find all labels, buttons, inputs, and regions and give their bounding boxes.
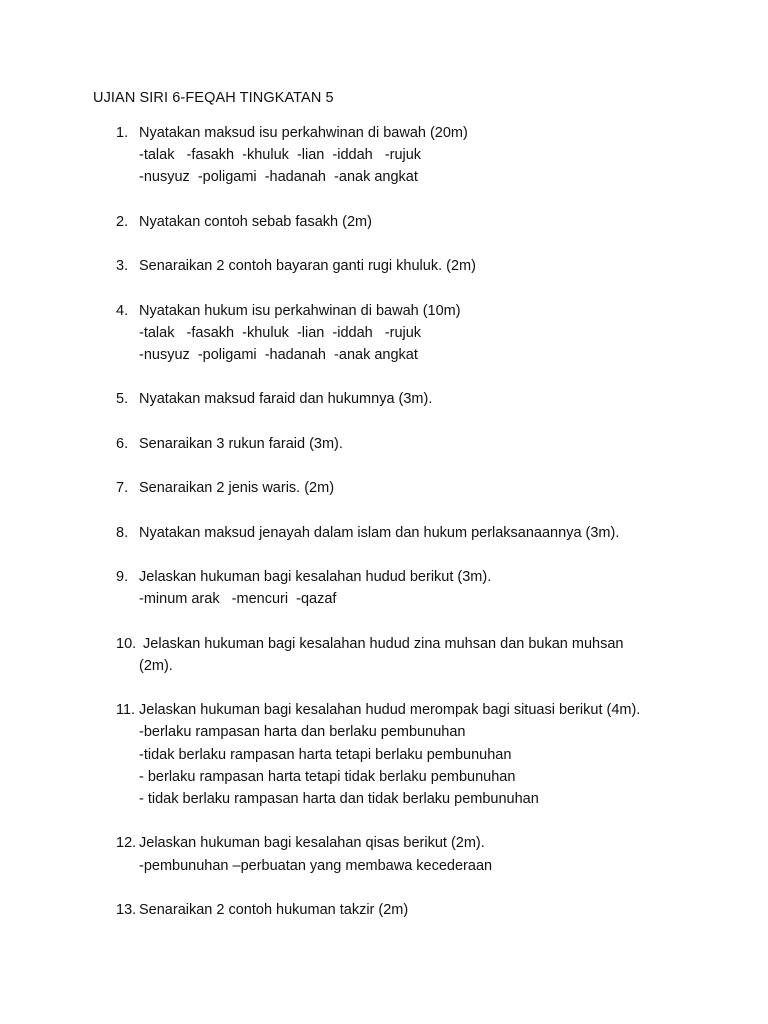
question-item: [0, 477, 768, 499]
question-text: Jelaskan hukuman bagi kesalahan hudud berikut (3m).: [139, 568, 492, 585]
question-item: [0, 899, 768, 921]
question-subline: -nusyuz -poligami -hadanah -anak angkat: [139, 346, 418, 363]
question-item: [0, 255, 768, 277]
question-item: [0, 300, 768, 367]
question-body: [139, 522, 699, 544]
question-number: 9.: [116, 568, 129, 585]
question-number: 4.: [116, 302, 129, 319]
question-body: [139, 211, 699, 233]
question-body: [139, 899, 699, 921]
question-body: [139, 566, 699, 610]
question-text: Jelaskan hukuman bagi kesalahan qisas berikut (2m).: [139, 835, 485, 852]
question-item: [0, 566, 768, 610]
question-body: [139, 699, 699, 810]
question-number: 1.: [116, 125, 129, 141]
question-number: 8.: [116, 524, 129, 541]
question-text: Senaraikan 3 rukun faraid (3m).: [139, 435, 343, 452]
question-item: [0, 211, 768, 233]
question-item: [0, 699, 768, 810]
page-title: UJIAN SIRI 6-FEQAH TINGKATAN 5: [93, 90, 334, 106]
question-subline: -pembunuhan –perbuatan yang membawa kecederaan: [139, 857, 493, 874]
question-subline: -nusyuz -poligami -hadanah -anak angkat: [139, 169, 418, 186]
question-number: 6.: [116, 435, 129, 452]
question-subline: -talak -fasakh -khuluk -lian -iddah -rujuk: [139, 147, 422, 164]
question-body: [139, 255, 699, 277]
question-number: 2.: [116, 213, 129, 230]
question-subline: - berlaku rampasan harta tetapi tidak berlaku pembunuhan: [139, 768, 516, 785]
question-item: [0, 388, 768, 410]
question-text: Nyatakan contoh sebab fasakh (2m): [139, 213, 372, 230]
question-body: [139, 477, 699, 499]
question-subline: -minum arak -mencuri -qazaf: [139, 591, 337, 608]
question-number: 3.: [116, 258, 129, 275]
question-item: [0, 522, 768, 544]
question-subline: -berlaku rampasan harta dan berlaku pembunuhan: [139, 724, 466, 741]
question-body: [139, 300, 699, 367]
question-body: [139, 122, 699, 189]
question-text: Senaraikan 2 contoh hukuman takzir (2m): [139, 901, 409, 918]
question-subline: -tidak berlaku rampasan harta tetapi berlaku pembunuhan: [139, 746, 512, 763]
question-body: [139, 388, 699, 410]
question-body: [139, 433, 699, 455]
question-body: [139, 633, 699, 677]
question-number: 7.: [116, 480, 129, 497]
question-text: Senaraikan 2 jenis waris. (2m): [139, 480, 335, 497]
question-item: [0, 633, 768, 677]
question-text: Nyatakan maksud jenayah dalam islam dan hukum perlaksanaannya (3m).: [139, 524, 620, 541]
question-number: 11.: [116, 702, 136, 719]
question-text: Jelaskan hukuman bagi kesalahan hudud zina muhsan dan bukan muhsan (2m).: [139, 635, 628, 674]
question-text: Nyatakan hukum isu perkahwinan di bawah (10m): [139, 302, 461, 319]
question-subline: - tidak berlaku rampasan harta dan tidak berlaku pembunuhan: [139, 790, 539, 807]
question-text: Nyatakan maksud faraid dan hukumnya (3m).: [139, 391, 433, 408]
question-body: [139, 832, 699, 876]
question-text: Senaraikan 2 contoh bayaran ganti rugi khuluk. (2m): [139, 258, 476, 275]
question-number: 13.: [116, 901, 137, 918]
question-number: 10.: [116, 635, 137, 652]
question-number: 12.: [116, 835, 137, 852]
question-item: [0, 122, 768, 189]
question-text: Nyatakan maksud isu perkahwinan di bawah (20m): [139, 125, 468, 141]
question-list: [0, 122, 768, 943]
question-item: [0, 433, 768, 455]
question-text: Jelaskan hukuman bagi kesalahan hudud merompak bagi situasi berikut (4m).: [139, 702, 641, 719]
question-number: 5.: [116, 391, 129, 408]
question-item: [0, 832, 768, 876]
question-subline: -talak -fasakh -khuluk -lian -iddah -rujuk: [139, 324, 422, 341]
